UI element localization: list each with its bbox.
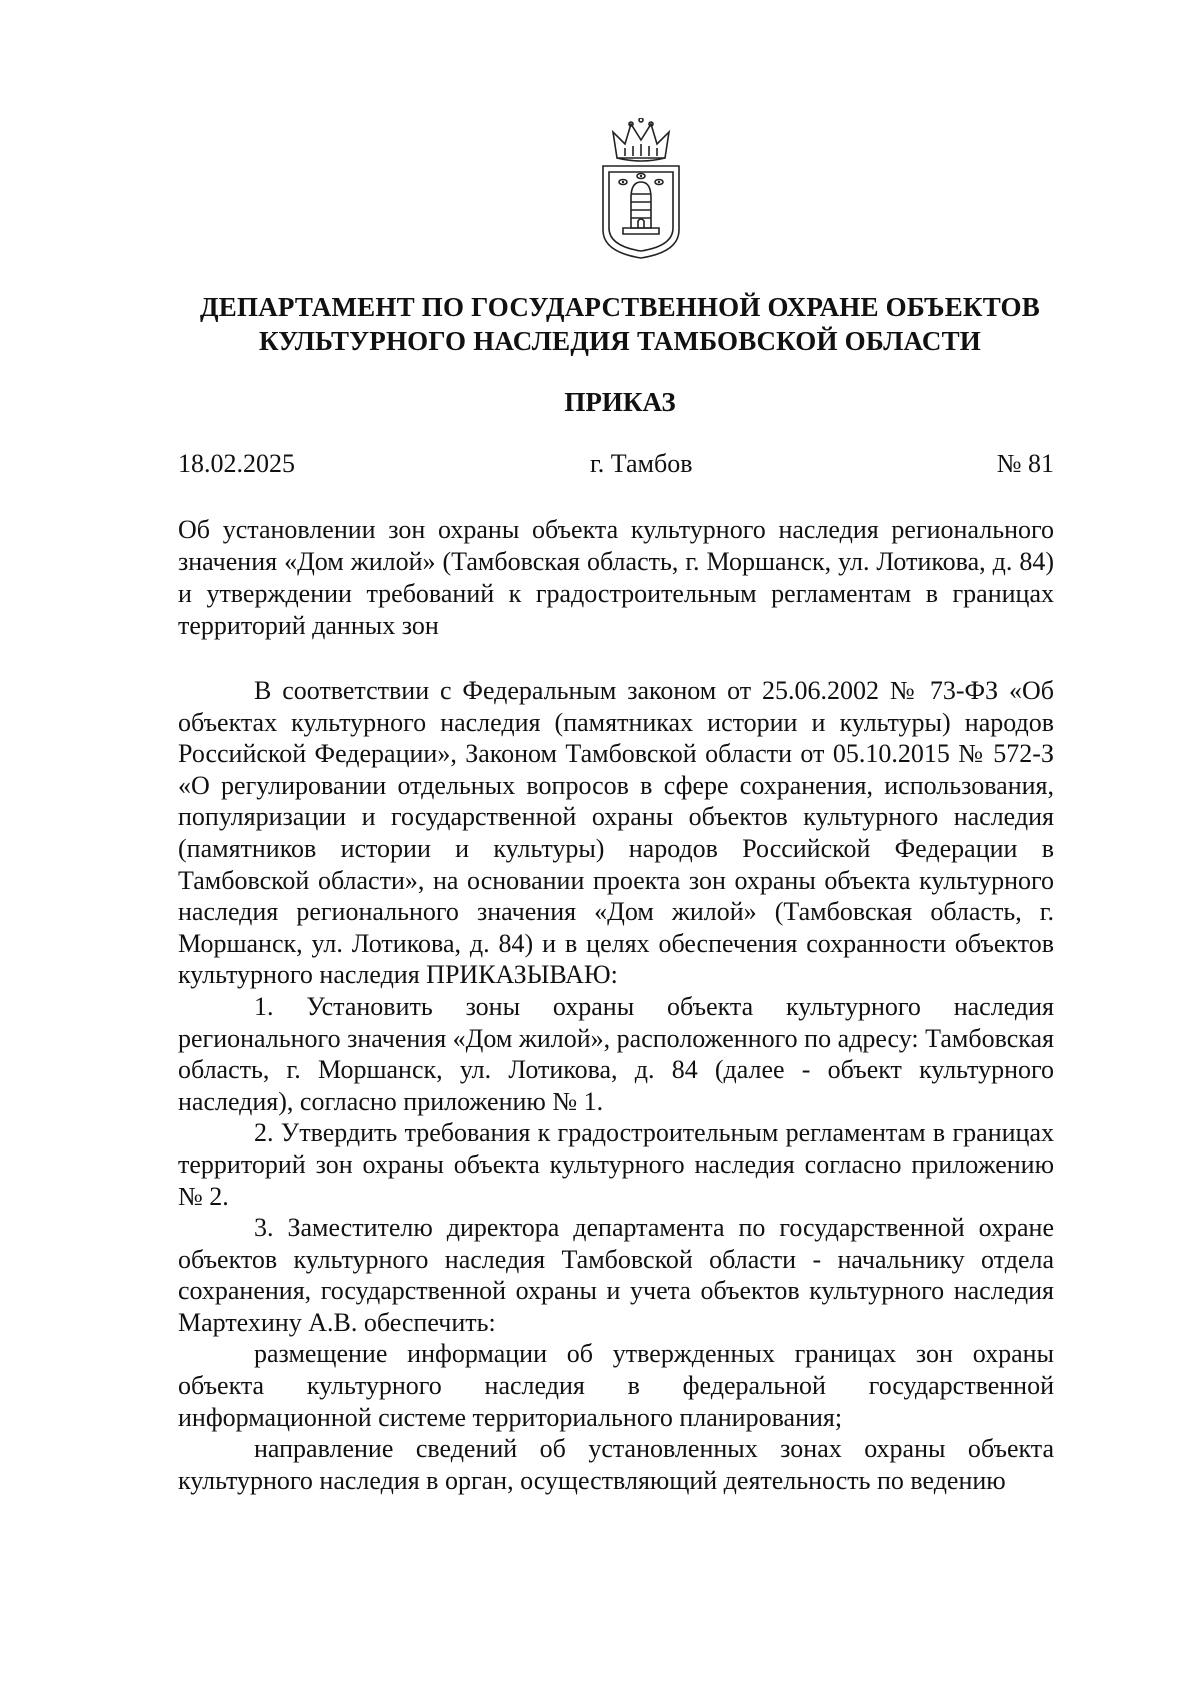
tambov-coat-of-arms-icon bbox=[595, 118, 687, 260]
order-item-2: 2. Утвердить требования к градостроительным регламентам в границах территорий зон охраны объекта культурного наследия согласно приложению № 2. bbox=[178, 1118, 1054, 1211]
preamble-paragraph: В соответствии с Федеральным законом от 25.06.2002 № 73-ФЗ «Об объектах культурного наследия (памятниках истории и культуры) народов Российской Федерации», Законом Тамбовской области от 05.10.2015 № 572-З «О регулировании отдельных вопросов в сфере сохранения, использования, популяризации и государственной охраны объектов культурного наследия (памятников истории и культуры) народов Российской Федерации в Тамбовской области», на основании проекта зон охраны объекта культурного наследия регионального значения «Дом жилой» (Тамбовская область, г. Моршанск, ул. Лотикова, д. 84) и в целях обеспечения сохранности объектов культурного наследия ПРИКАЗЫВАЮ: bbox=[178, 676, 1054, 990]
department-name bbox=[170, 290, 1070, 358]
order-item-3: 3. Заместителю директора департамента по государственной охране объектов культурного наследия Тамбовской области - начальнику отдела сохранения, государственной охраны и учета объектов культурного наследия Мартехину А.В. обеспечить: bbox=[178, 1213, 1054, 1337]
document-body bbox=[178, 675, 1054, 1496]
order-item-3-sub-2: направление сведений об установленных зонах охраны объекта культурного наследия в орган, осуществляющий деятельность по ведению bbox=[178, 1434, 1054, 1495]
department-name-line2: КУЛЬТУРНОГО НАСЛЕДИЯ ТАМБОВСКОЙ ОБЛАСТИ bbox=[259, 326, 981, 356]
order-item-3-sub-1: размещение информации об утвержденных границах зон охраны объекта культурного наследия в федеральной государственной информационной системе территориального планирования; bbox=[178, 1339, 1054, 1432]
document-meta-row bbox=[178, 448, 1054, 480]
department-name-line1: ДЕПАРТАМЕНТ ПО ГОСУДАРСТВЕННОЙ ОХРАНЕ ОБЪЕКТОВ bbox=[200, 292, 1040, 322]
order-item-1: 1. Установить зоны охраны объекта культурного наследия регионального значения «Дом жилой», расположенного по адресу: Тамбовская область, г. Моршанск, ул. Лотикова, д. 84 (далее - объект культурного наследия), согласно приложению № 1. bbox=[178, 991, 1054, 1116]
document-city: г. Тамбов bbox=[590, 449, 693, 478]
document-title: Об установлении зон охраны объекта культурного наследия регионального значения «Дом жилой» (Тамбовская область, г. Моршанск, ул. Лотикова, д. 84) и утверждении требований к градостроительным регламентам в границах территорий данных зон bbox=[178, 515, 1054, 640]
document-type: ПРИКАЗ bbox=[564, 387, 676, 417]
document-date: 18.02.2025 bbox=[178, 449, 295, 478]
document-number: № 81 bbox=[996, 449, 1054, 478]
